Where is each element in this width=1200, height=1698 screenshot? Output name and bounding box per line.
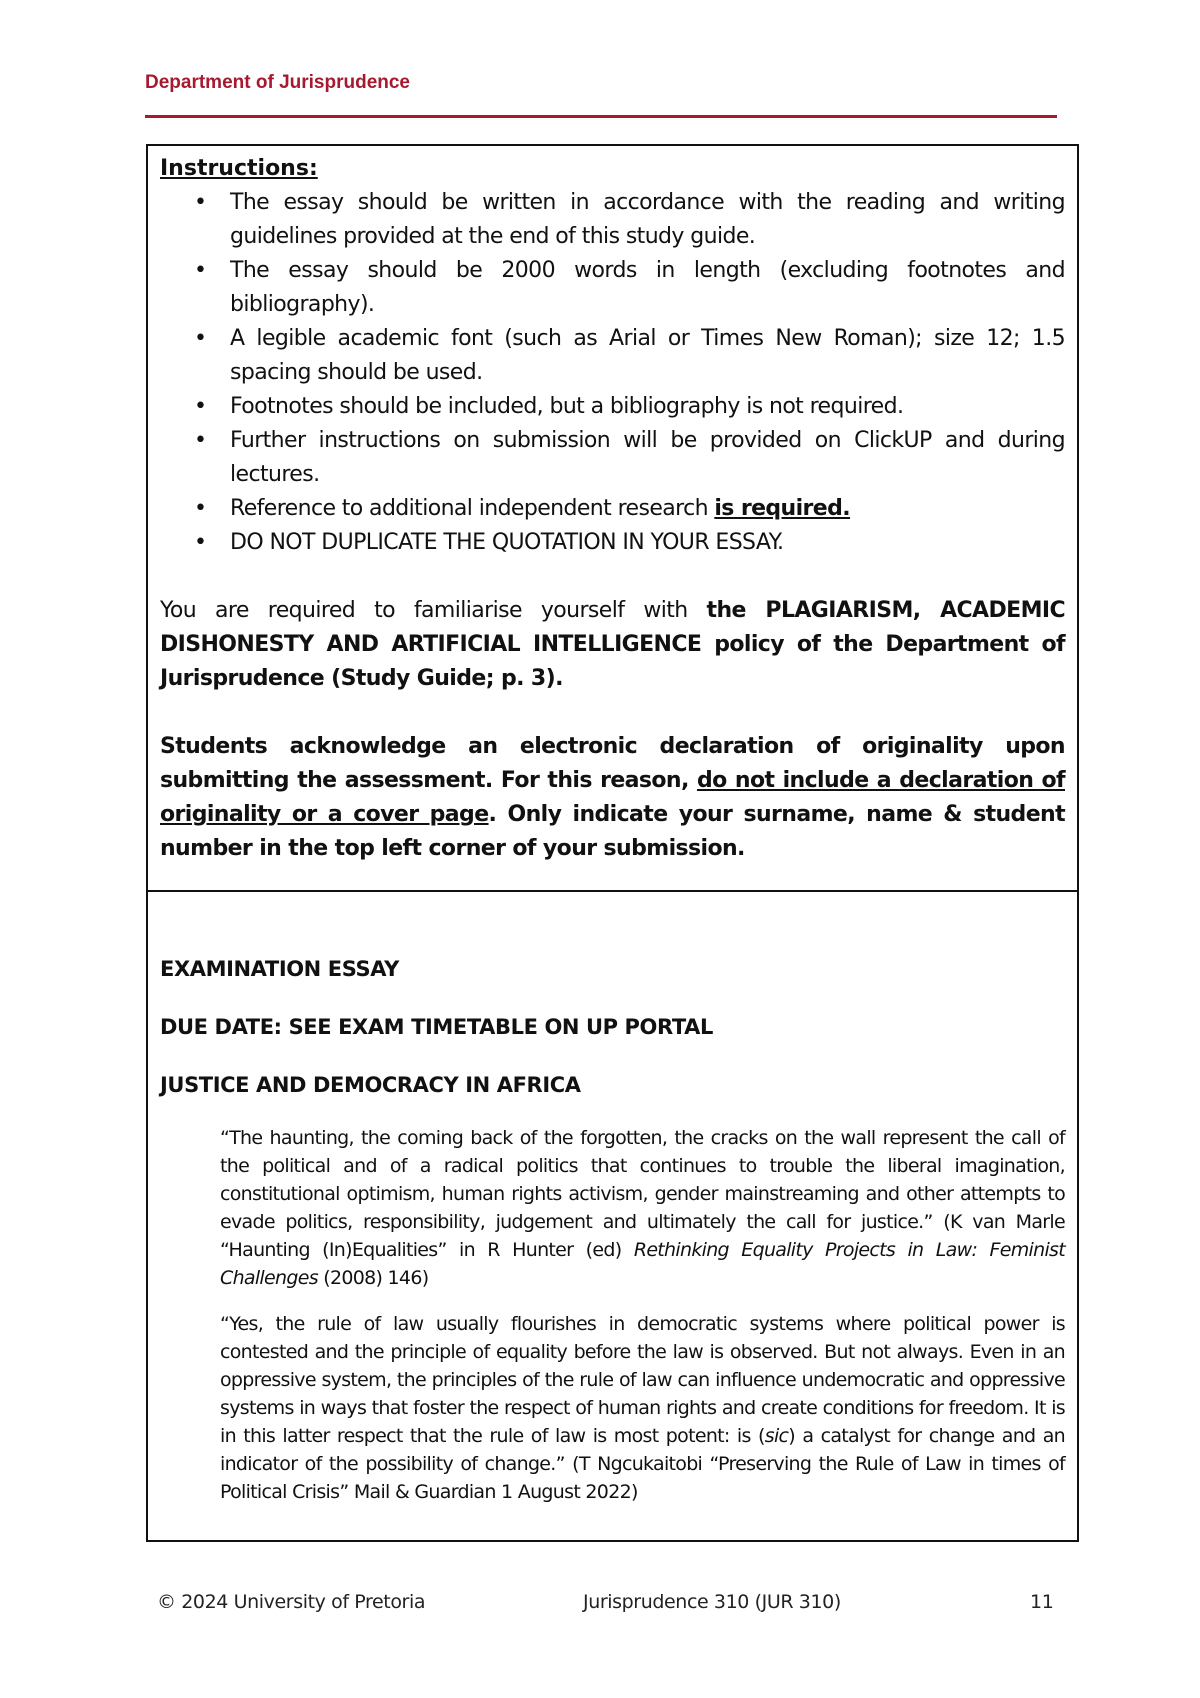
research-text: Reference to additional independent research [230,496,715,521]
plagiarism-paragraph [160,594,1065,696]
list-item [230,492,1065,526]
declaration-underlined: do not include a declaration of originality or a cover page [160,768,1066,827]
list-item: • The essay should be written in accordance with the reading and writing guidelines provided at the end of this study guide. [230,186,1065,254]
footer-copyright: © 2024 University of Pretoria [157,1591,426,1613]
due-date: DUE DATE: SEE EXAM TIMETABLE ON UP PORTAL [160,1015,713,1039]
list-item: • The essay should be 2000 words in length (excluding footnotes and bibliography). [230,254,1065,322]
quote-book-title: Rethinking Equality Projects in Law: Feminist Challenges [220,1239,1065,1289]
declaration-text-1: Students acknowledge an electronic declaration of originality upon submitting the assessment. For this reason, [160,734,1065,793]
exam-box [146,890,1079,1542]
essay-topic: JUSTICE AND DEMOCRACY IN AFRICA [160,1073,581,1097]
quote-citation: ) a catalyst for change and an indicator of the possibility of change.” (T Ngcukaitobi “Preserving the Rule of Law in times of Political Crisis” Mail & Guardian 1 August 2022) [220,1425,1065,1503]
declaration-text-2: . Only indicate your surname, name & student number in the top left corner of your submission. [160,802,1065,861]
list-item: • Further instructions on submission will be provided on ClickUP and during lectures. [230,424,1065,492]
footer-course: Jurisprudence 310 (JUR 310) [583,1591,841,1613]
list-item: • A legible academic font (such as Arial or Times New Roman); size 12; 1.5 spacing should be used. [230,322,1065,390]
plagiarism-text: You are required to familiarise yourself with [160,598,707,623]
page-number: 11 [1030,1591,1054,1613]
quote-van-marle [220,1124,1065,1292]
instructions-heading: Instructions: [160,156,318,181]
research-emphasis: is required. [714,496,851,521]
department-title: Department of Jurisprudence [145,72,410,93]
declaration-paragraph [160,730,1065,866]
plagiarism-policy: the PLAGIARISM, ACADEMIC DISHONESTY AND ARTIFICIAL INTELLIGENCE policy of the Department of Jurisprudence (Study Guide; p. 3). [160,598,1066,691]
exam-heading: EXAMINATION ESSAY [160,957,399,981]
quote-text: “Yes, the rule of law usually flourishes in democratic systems where political power is contested and the principle of equality before the law is observed. But not always. Even in an oppressive system, the principles of the rule of law can influence undemocratic and oppressive systems in ways that foster the respect of human rights and create conditions for freedom. It is in this latter respect that the rule of law is most potent: is ( [220,1313,1065,1447]
instructions-box [146,144,1079,892]
instructions-list [160,186,1065,560]
quote-ngcukaitobi [220,1310,1065,1506]
list-item: • DO NOT DUPLICATE THE QUOTATION IN YOUR ESSAY. [230,526,1065,560]
quote-citation: (2008) 146) [317,1267,429,1289]
quote-sic: sic [764,1425,789,1447]
quote-text: “The haunting, the coming back of the forgotten, the cracks on the wall represent the call of the political and of a radical politics that continues to trouble the liberal imagination, constitutional optimism, human rights activism, gender mainstreaming and other attempts to evade politics, responsibility, judgement and ultimately the call for justice.” (K van Marle “Haunting (In)Equalities” in R Hunter (ed) [220,1127,1065,1261]
list-item: • Footnotes should be included, but a bibliography is not required. [230,390,1065,424]
header-divider [145,115,1057,118]
